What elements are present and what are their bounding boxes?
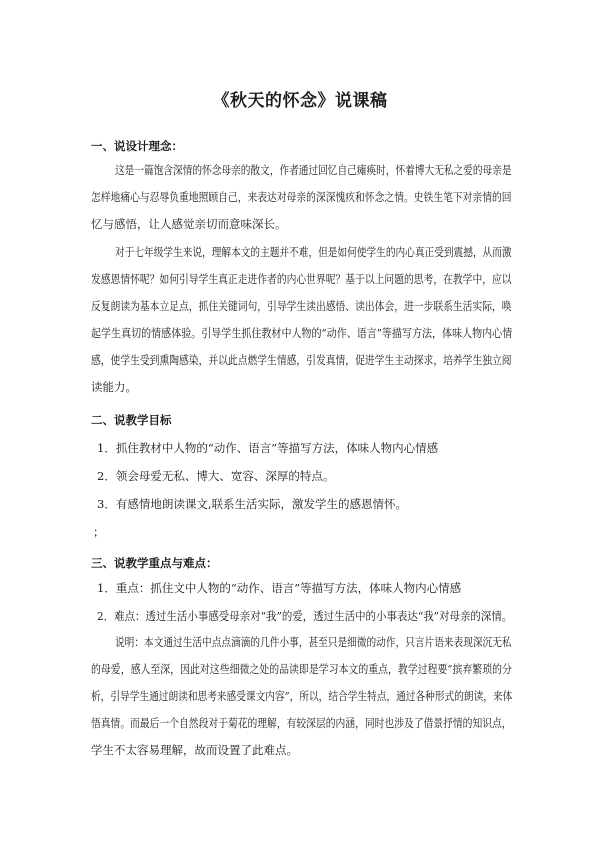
paragraph-line: 感，使学生受到熏陶感染，并以此点燃学生情感，引发真情，促进学生主动探求，培养学生独立阅 [91,353,512,367]
paragraph-line: 说明：本文通过生活中点点滴滴的几件小事，甚至只是细微的动作，只言片语来表现深沉无私 [115,635,512,649]
paragraph-line: 起学生真切的情感体验。引导学生抓住教材中人物的“动作、语言”等描写方法，体味人物内心情 [91,326,513,340]
list-item-goal-1: 1．抓住教材中人物的“动作、语言”等描写方法，体味人物内心情感 [97,441,439,455]
paragraph-line: 忆与感悟，让人感觉亲切而意味深长。 [91,217,287,231]
paragraph-line: 学生不太容易理解，故而设置了此难点。 [91,743,298,757]
paragraph-line: 对于七年级学生来说，理解本文的主题并不难，但是如何使学生的内心真正受到震撼，从而激 [115,245,512,259]
paragraph-line: 反复朗读为基本立足点，抓住关键词句，引导学生读出感悟、读出体会，进一步联系生活实际，唤 [91,299,512,313]
paragraph-line: 的母爱，感人至深，因此对这些细微之处的品读即是学习本文的重点，教学过程要“摈弃繁琐的分 [91,662,512,676]
list-item-goal-3: 3．有感情地朗读课文,联系生活实际，激发学生的感恩情怀。 [97,497,407,511]
document-title: 《秋天的怀念》说课稿 [212,91,388,111]
paragraph-line: 发感恩情怀呢？如何引导学生真正走进作者的内心世界呢？基于以上问题的思考，在教学中，应以 [91,272,512,286]
stray-semicolon: ； [93,525,105,539]
paragraph-line: 析，引导学生通过朗读和思考来感受课文内容”，所以，结合学生特点，通过各种形式的朗读，来体 [91,689,513,703]
paragraph-line: 悟真情。而最后一个自然段对于菊花的理解，有较深层的内涵，同时也涉及了借景抒情的知识点， [91,716,512,730]
paragraph-line: 读能力。 [91,380,137,394]
paragraph-line: 怎样地痛心与忍辱负重地照顾自己，来表达对母亲的深深愧疚和怀念之情。史铁生笔下对亲情的回 [91,190,512,204]
list-item-difficulty: 2．难点：透过生活小事感受母亲对“我”的爱，透过生活中的小事表达“我”对母亲的深情。 [97,609,513,623]
list-item-goal-2: 2．领会母爱无私、博大、宽容、深厚的特点。 [97,469,335,483]
section-heading-teaching-goals: 二、说教学目标 [91,413,172,427]
list-item-key-point: 1．重点：抓住文中人物的“动作、语言”等描写方法，体味人物内心情感 [97,581,462,595]
section-heading-design-concept: 一、说设计理念： [91,139,183,153]
section-heading-key-points: 三、说教学重点与难点： [91,556,218,570]
paragraph-line: 这是一篇饱含深情的怀念母亲的散文，作者通过回忆自己瘫痪时，怀着博大无私之爱的母亲是 [115,163,512,177]
